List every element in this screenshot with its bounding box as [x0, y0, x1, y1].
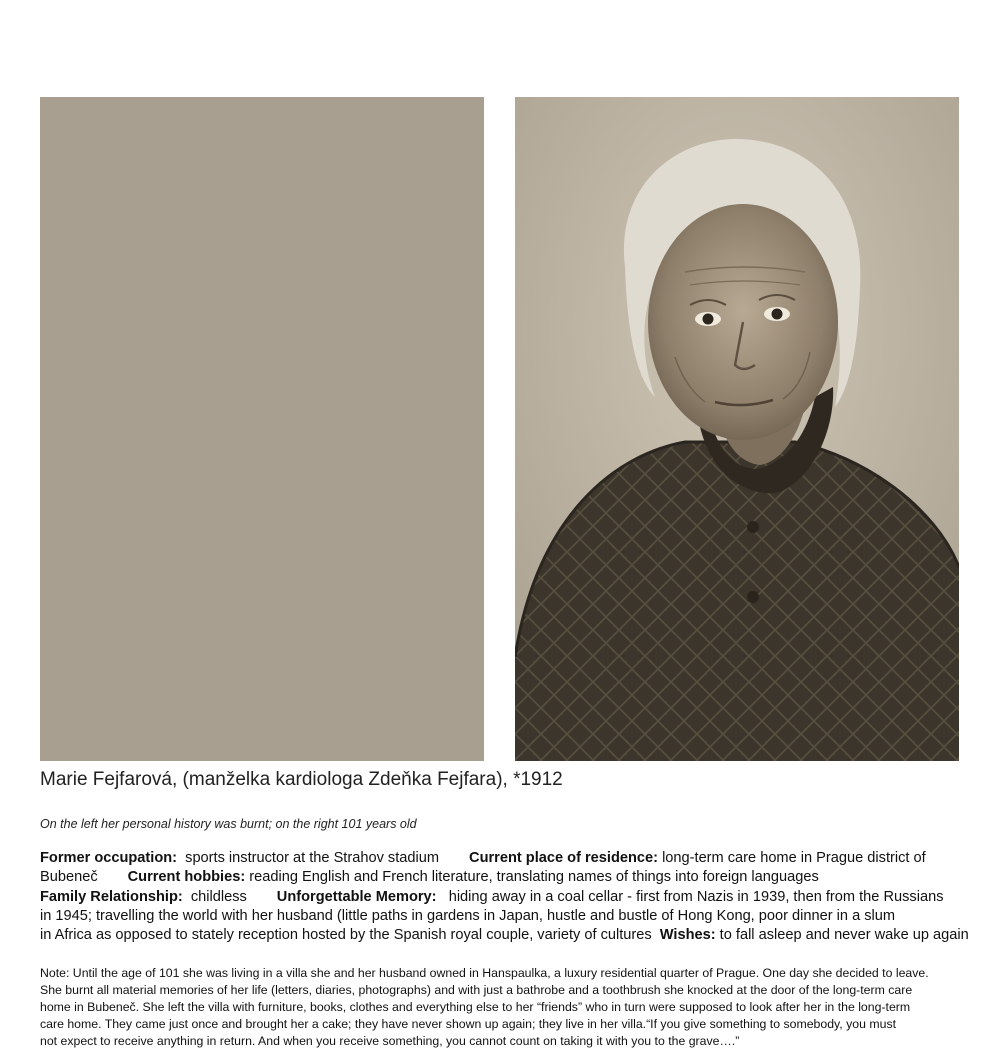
memory-value-3: in Africa as opposed to stately reception hosted by the Spanish royal couple, variety of cultures — [40, 927, 652, 944]
details-line-3 — [40, 888, 995, 907]
biography-details — [40, 849, 995, 945]
photo-subcaption: On the left her personal history was burnt; on the right 101 years old — [40, 817, 417, 831]
note-line-2: She burnt all material memories of her life (letters, diaries, photographs) and with just a bathrobe and a toothbrush she knocked at the door of the long-term care — [40, 982, 913, 997]
family-label: Family Relationship: — [40, 888, 183, 905]
family-value: childless — [190, 888, 247, 905]
wishes-value: to fall asleep and never wake up again — [719, 927, 969, 944]
details-line-1 — [40, 849, 995, 868]
memory-label: Unforgettable Memory: — [276, 888, 437, 905]
residence-value-1: long-term care home in Prague district of — [662, 850, 926, 866]
portrait-photo — [515, 97, 959, 761]
note-paragraph — [40, 965, 990, 1050]
note-line-1: Note: Until the age of 101 she was living in a villa she and her husband owned in Hanspaulka, a luxury residential quarter of Prague. One day she decided to leave. — [40, 966, 929, 980]
photo-caption: Marie Fejfarová, (manželka kardiologa Zdeňka Fejfara), *1912 — [40, 769, 563, 790]
portrait-illustration — [515, 97, 959, 761]
wishes-label: Wishes: — [659, 927, 716, 944]
memory-value-2: in 1945; travelling the world with her husband (little paths in gardens in Japan, hustle and bustle of Hong Kong, poor dinner in a slum — [40, 907, 896, 924]
occupation-label: Former occupation: — [40, 850, 178, 866]
details-line-4 — [40, 907, 995, 926]
hobbies-label: Current hobbies: — [127, 869, 246, 886]
details-line-2 — [40, 868, 995, 887]
blank-photo-panel — [40, 97, 484, 761]
hobbies-value: reading English and French literature, translating names of things into foreign languages — [249, 869, 819, 886]
memory-value-1: hiding away in a coal cellar - first from Nazis in 1939, then from the Russians — [448, 888, 944, 905]
occupation-value: sports instructor at the Strahov stadium — [185, 850, 440, 866]
note-line-4: care home. They came just once and brought her a cake; they have never shown up again; they live in her villa.“If you give something to somebody, you must — [40, 1016, 897, 1031]
note-line-3: home in Bubeneč. She left the villa with furniture, books, clothes and everything else to her “friends” who in turn were supposed to look after her in the long-term — [40, 999, 911, 1014]
residence-label: Current place of residence: — [469, 850, 658, 866]
residence-value-2: Bubeneč — [40, 869, 98, 886]
note-line-5: not expect to receive anything in return. And when you receive something, you cannot count on taking it with you to the grave….” — [40, 1033, 740, 1048]
details-line-5 — [40, 926, 995, 945]
